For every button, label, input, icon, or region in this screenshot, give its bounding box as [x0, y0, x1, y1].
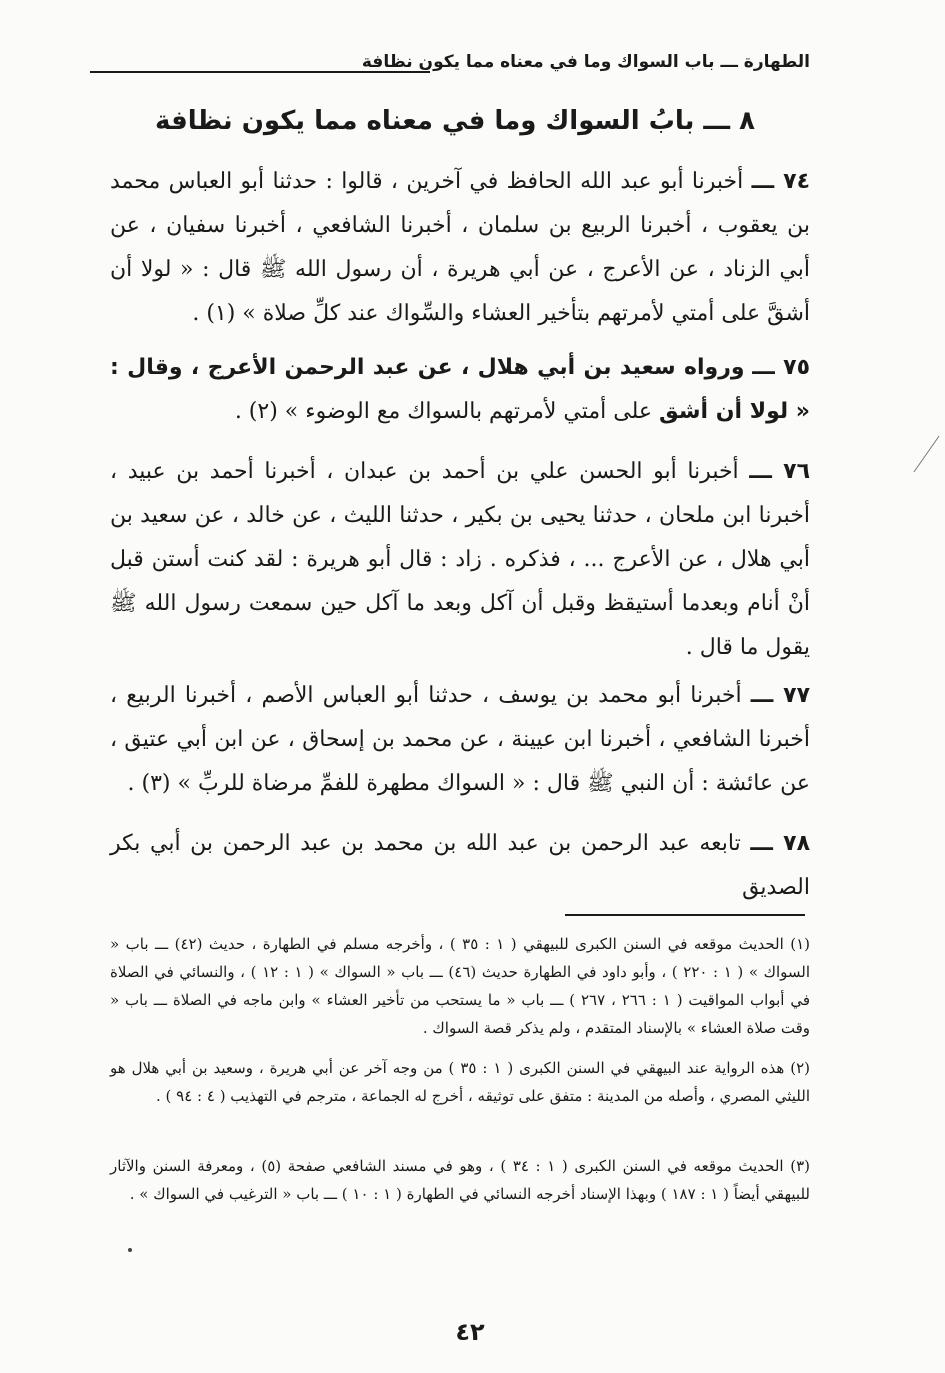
hadith-76 — [110, 450, 810, 670]
header-rule — [90, 71, 430, 73]
footnote-2: (٢) هذه الرواية عند البيهقي في السنن الكبرى ( ١ : ٣٥ ) من وجه آخر عن أبي هريرة ، وسعيد بن أبي هلال هو الليثي المصري ، وأصله من المدينة : متفق على توثيقه ، أخرج له الجماعة ، مترجم في التهذيب ( ٤ : ٩٤ ) . — [110, 1059, 810, 1105]
hadith-text: تابعه عبد الرحمن بن عبد الله بن محمد بن عبد الرحمن بن أبي بكر الصديق — [110, 831, 810, 900]
hadith-number: ٧٨ ـــ — [750, 831, 811, 856]
hadith-74 — [110, 160, 810, 336]
hadith-75 — [110, 346, 810, 434]
hadith-number: ٧٥ ـــ — [752, 355, 810, 380]
hadith-text: أخبرنا أبو محمد بن يوسف ، حدثنا أبو العباس الأصم ، أخبرنا الربيع ، أخبرنا الشافعي ، أخبرنا ابن عيينة ، عن محمد بن إسحاق ، عن ابن أبي عتيق ، عن عائشة : أن النبي ﷺ قال : « السواك مطهرة للفمِّ مرضاة للربِّ » (٣) . — [110, 683, 810, 796]
running-header: الطهارة ـــ باب السواك وما في معناه مما يكون نظافة — [361, 52, 810, 72]
hadith-78 — [110, 822, 810, 910]
hadith-text: أخبرنا أبو عبد الله الحافظ في آخرين ، قالوا : حدثنا أبو العباس محمد بن يعقوب ، أخبرنا الربيع بن سلمان ، أخبرنا الشافعي ، أخبرنا سفيان ، عن أبي الزناد ، عن الأعرج ، عن أبي هريرة ، أن رسول الله ﷺ قال : « لولا أن أشقَّ على أمتي لأمرتهم بتأخير العشاء والسِّواك عند كلِّ صلاة » (١) . — [110, 169, 810, 326]
scan-speck — [128, 1248, 132, 1252]
footnote-3: (٣) الحديث موقعه في السنن الكبرى ( ١ : ٣٤ ) ، وهو في مسند الشافعي صفحة (٥) ، ومعرفة السنن والآثار للبيهقي أيضاً ( ١ : ١٨٧ ) وبهذا الإسناد أخرجه النسائي في الطهارة ( ١ : ١٠ ) ـــ باب « الترغيب في السواك » . — [110, 1157, 810, 1203]
hadith-text: على أمتي لأمرتهم بالسواك مع الوضوء » (٢) . — [234, 399, 653, 424]
hadith-number: ٧٦ ـــ — [749, 459, 810, 484]
chapter-title: ٨ ـــ بابُ السواك وما في معناه مما يكون نظافة — [155, 106, 755, 136]
hadith-number: ٧٤ ـــ — [751, 169, 811, 194]
hadith-number: ٧٧ ـــ — [750, 683, 810, 708]
hadith-77 — [110, 674, 810, 806]
scan-mark — [913, 436, 939, 473]
page-number: ٤٢ — [455, 1318, 485, 1346]
footnote-1: (١) الحديث موقعه في السنن الكبرى للبيهقي ( ١ : ٣٥ ) ، وأخرجه مسلم في الطهارة ، حديث (٤٢) ـــ باب « السواك » ( ١ : ٢٢٠ ) ، وأبو داود في الطهارة حديث (٤٦) ـــ باب « السواك » ( ١ : ١٢ ) ، والنسائي في الصلاة في أبواب المواقيت ( ١ : ٢٦٦ ، ٢٦٧ ) ـــ باب « ما يستحب من تأخير العشاء » وابن ماجه في الصلاة ـــ باب « وقت صلاة العشاء » بالإسناد المتقدم ، ولم يذكر قصة السواك . — [110, 935, 811, 1037]
footnote-rule — [565, 914, 805, 916]
hadith-bold-text: ورواه سعيد بن أبي هلال ، عن عبد الرحمن الأعرج ، وقال : « لولا أن أشق — [110, 355, 810, 424]
hadith-text: أخبرنا أبو الحسن علي بن أحمد بن عبدان ، أخبرنا أحمد بن عبيد ، أخبرنا ابن ملحان ، حدثنا يحيى بن بكير ، حدثنا الليث ، عن خالد ، عن سعيد بن أبي هلال ، عن الأعرج ... ، فذكره . زاد : قال أبو هريرة : لقد كنت أستن قبل أنْ أنام وبعدما أستيقظ وقبل أن آكل وبعد ما آكل حين سمعت رسول الله ﷺ يقول ما قال . — [110, 459, 810, 660]
